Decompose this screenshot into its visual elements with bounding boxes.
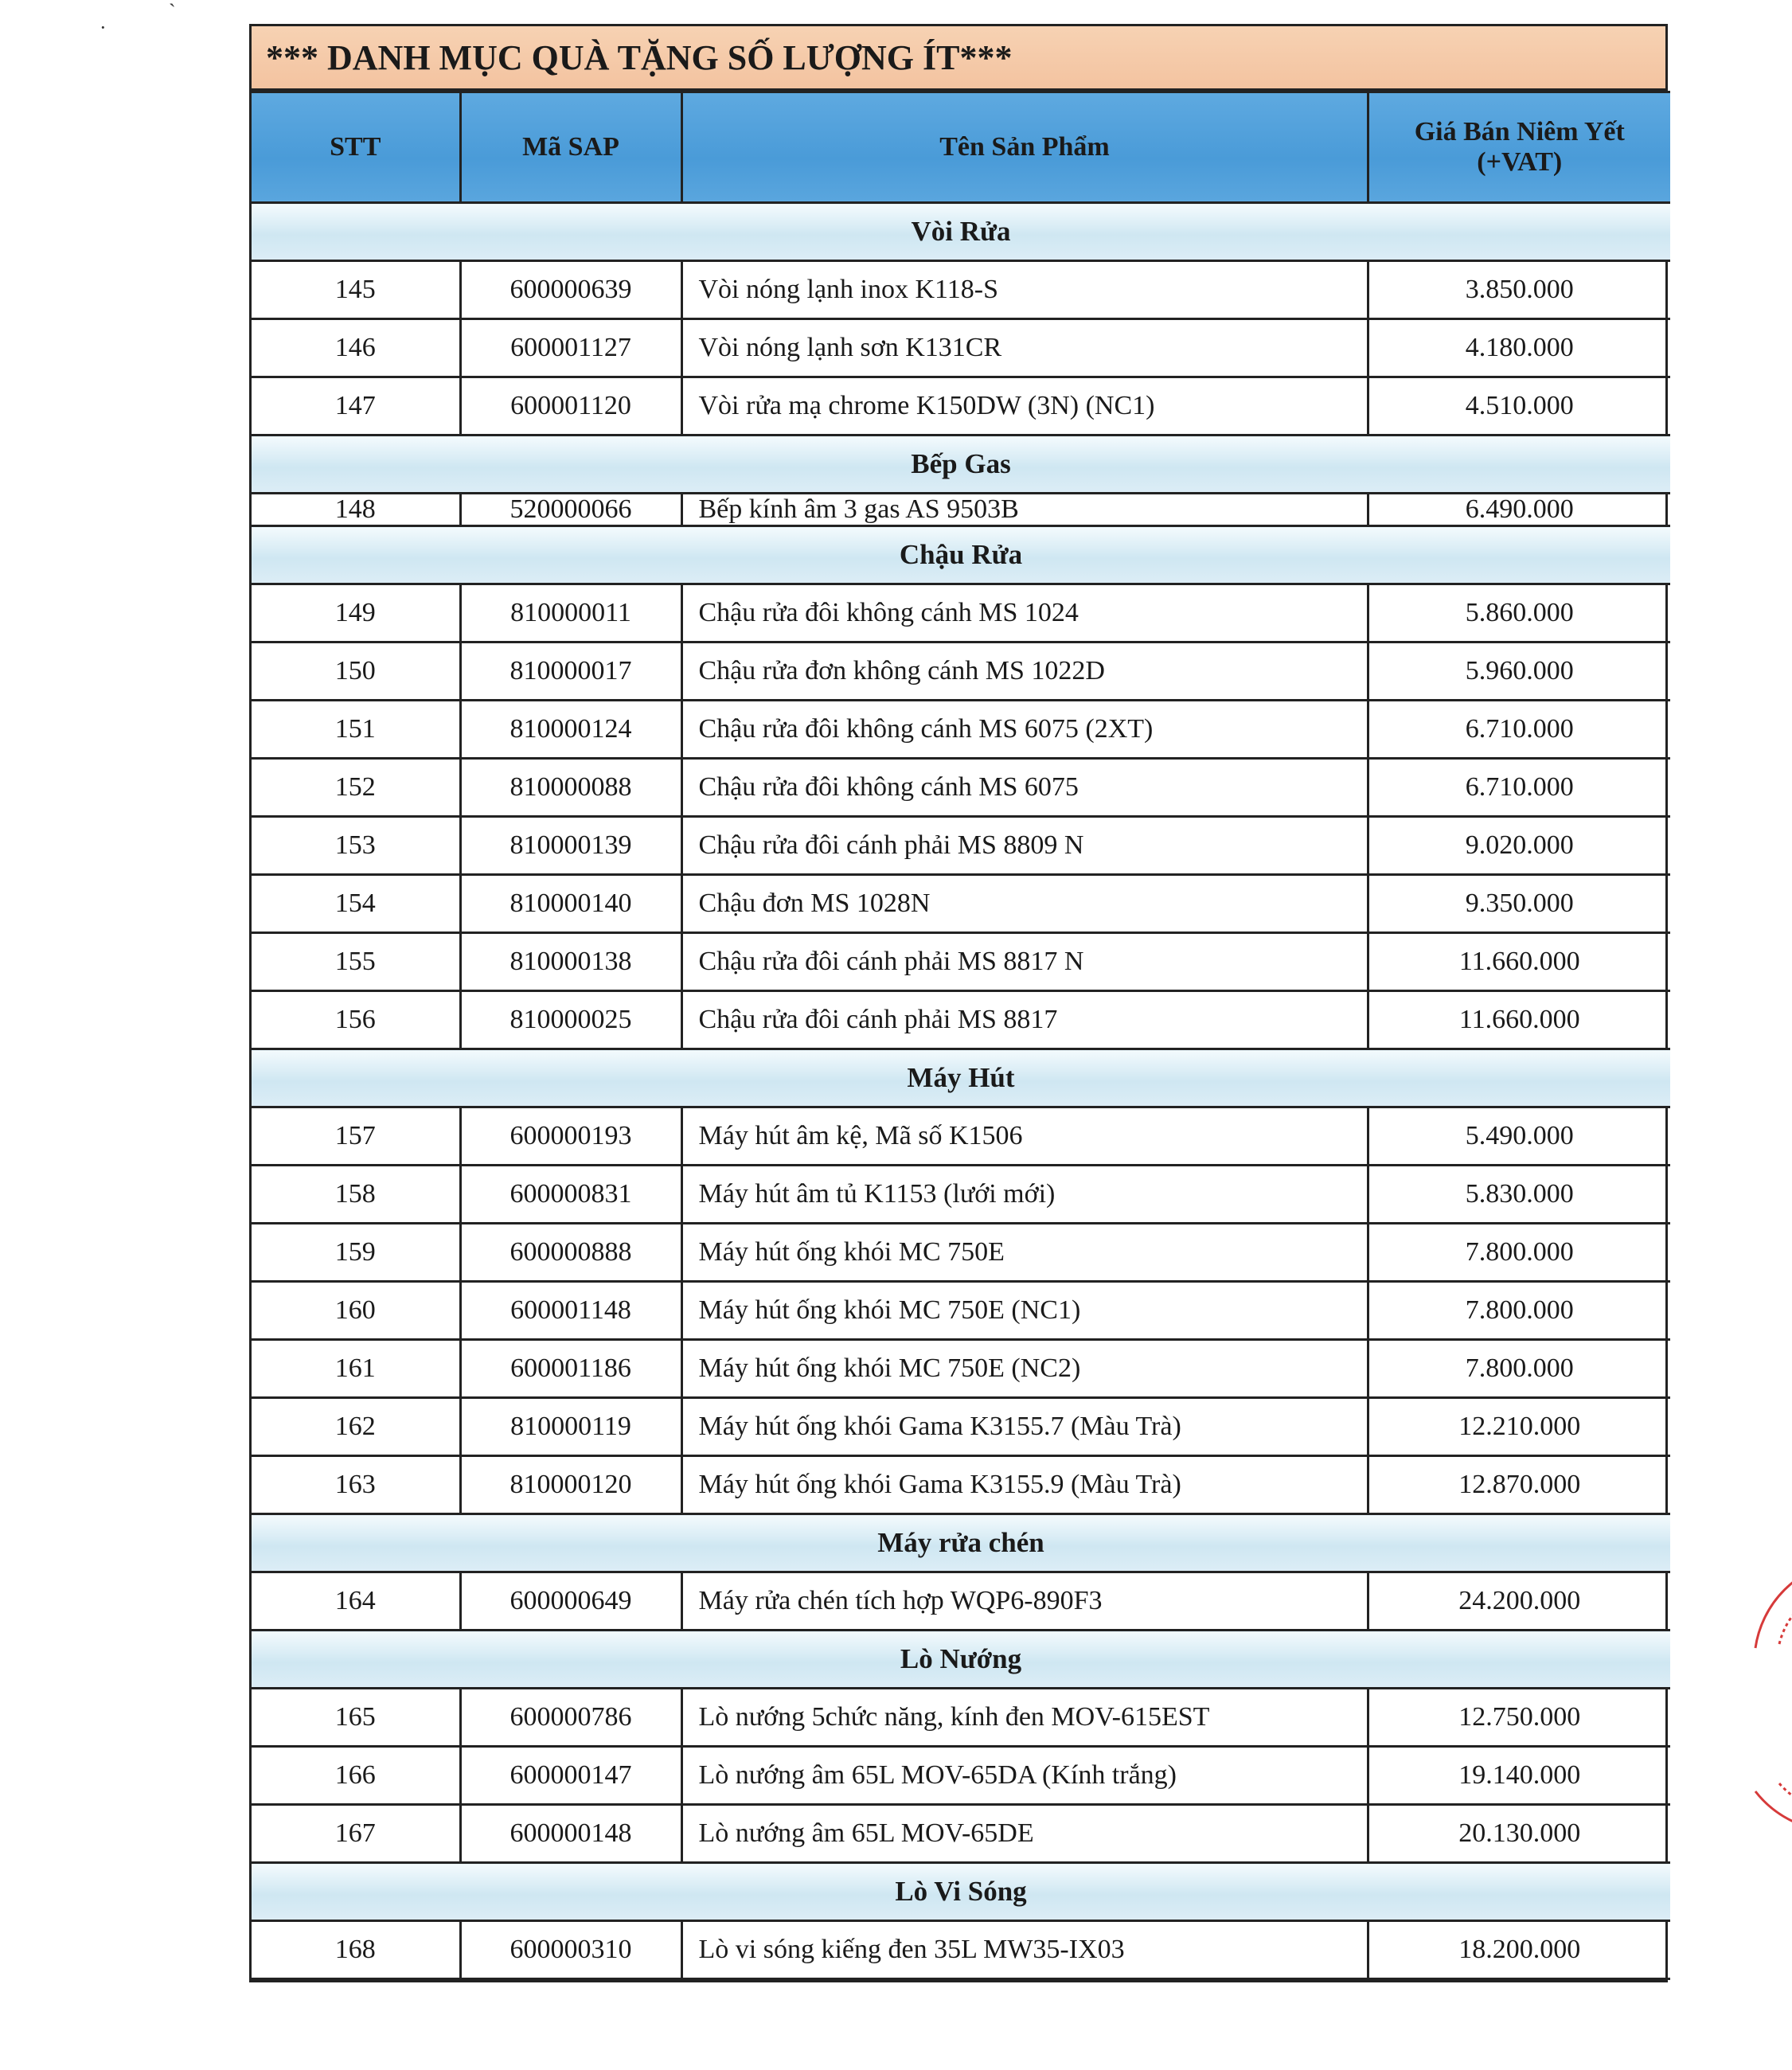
product-table — [252, 91, 1670, 1980]
table-row — [252, 1224, 1670, 1282]
row-product-name: Máy hút ống khói Gama K3155.7 (Màu Trà) — [681, 1398, 1368, 1456]
table-row — [252, 377, 1670, 435]
table-row — [252, 1398, 1670, 1456]
table-row — [252, 261, 1670, 319]
row-price: 18.200.000 — [1368, 1921, 1670, 1979]
row-price: 4.180.000 — [1368, 319, 1670, 377]
row-price: 9.350.000 — [1368, 875, 1670, 933]
table-row — [252, 701, 1670, 759]
row-price: 9.020.000 — [1368, 817, 1670, 875]
category-label: Máy Hút — [252, 1049, 1670, 1107]
table-row — [252, 933, 1670, 991]
row-price: 4.510.000 — [1368, 377, 1670, 435]
row-sap: 810000139 — [460, 817, 681, 875]
table-row — [252, 1805, 1670, 1863]
row-price: 5.490.000 — [1368, 1107, 1670, 1166]
row-stt: 161 — [252, 1340, 460, 1398]
row-product-name: Máy hút âm tủ K1153 (lưới mới) — [681, 1166, 1368, 1224]
row-product-name: Máy rửa chén tích hợp WQP6-890F3 — [681, 1572, 1368, 1631]
header-price-line1: Giá Bán Niêm Yết — [1414, 117, 1625, 146]
category-row — [252, 1863, 1670, 1921]
row-sap: 810000140 — [460, 875, 681, 933]
row-price: 5.860.000 — [1368, 584, 1670, 642]
row-stt: 152 — [252, 759, 460, 817]
row-product-name: Lò vi sóng kiếng đen 35L MW35-IX03 — [681, 1921, 1368, 1979]
row-product-name: Máy hút ống khói MC 750E (NC1) — [681, 1282, 1368, 1340]
category-label: Bếp Gas — [252, 435, 1670, 494]
table-row — [252, 319, 1670, 377]
row-sap: 600000148 — [460, 1805, 681, 1863]
row-sap: 810000011 — [460, 584, 681, 642]
category-row — [252, 1514, 1670, 1572]
table-body — [252, 203, 1670, 1979]
category-label: Lò Vi Sóng — [252, 1863, 1670, 1921]
table-row — [252, 1282, 1670, 1340]
category-label: Chậu Rửa — [252, 526, 1670, 584]
row-price: 3.850.000 — [1368, 261, 1670, 319]
row-price: 7.800.000 — [1368, 1340, 1670, 1398]
row-product-name: Máy hút ống khói MC 750E — [681, 1224, 1368, 1282]
row-product-name: Máy hút ống khói Gama K3155.9 (Màu Trà) — [681, 1456, 1368, 1514]
row-stt: 155 — [252, 933, 460, 991]
row-sap: 520000066 — [460, 494, 681, 526]
row-price: 11.660.000 — [1368, 933, 1670, 991]
row-stt: 153 — [252, 817, 460, 875]
row-sap: 810000119 — [460, 1398, 681, 1456]
row-price: 12.210.000 — [1368, 1398, 1670, 1456]
table-row — [252, 642, 1670, 701]
row-product-name: Lò nướng âm 65L MOV-65DA (Kính trắng) — [681, 1747, 1368, 1805]
row-stt: 162 — [252, 1398, 460, 1456]
page-title: *** DANH MỤC QUÀ TẶNG SỐ LƯỢNG ÍT*** — [252, 26, 1665, 91]
company-seal — [1724, 1545, 1792, 1847]
header-row — [252, 92, 1670, 203]
row-stt: 148 — [252, 494, 460, 526]
row-price: 5.830.000 — [1368, 1166, 1670, 1224]
row-stt: 164 — [252, 1572, 460, 1631]
row-stt: 167 — [252, 1805, 460, 1863]
row-sap: 600001127 — [460, 319, 681, 377]
category-row — [252, 203, 1670, 261]
category-label: Lò Nướng — [252, 1631, 1670, 1689]
table-row — [252, 875, 1670, 933]
row-product-name: Chậu rửa đơn không cánh MS 1022D — [681, 642, 1368, 701]
row-sap: 810000124 — [460, 701, 681, 759]
row-sap: 810000088 — [460, 759, 681, 817]
row-price: 20.130.000 — [1368, 1805, 1670, 1863]
row-stt: 159 — [252, 1224, 460, 1282]
table-row — [252, 1107, 1670, 1166]
row-stt: 160 — [252, 1282, 460, 1340]
row-stt: 158 — [252, 1166, 460, 1224]
category-label: Vòi Rửa — [252, 203, 1670, 261]
table-row — [252, 759, 1670, 817]
table-row — [252, 1747, 1670, 1805]
row-price: 12.750.000 — [1368, 1689, 1670, 1747]
row-product-name: Lò nướng 5chức năng, kính đen MOV-615EST — [681, 1689, 1368, 1747]
row-price: 11.660.000 — [1368, 991, 1670, 1049]
row-sap: 810000138 — [460, 933, 681, 991]
row-price: 19.140.000 — [1368, 1747, 1670, 1805]
row-price: 6.710.000 — [1368, 701, 1670, 759]
row-product-name: Chậu rửa đôi không cánh MS 6075 (2XT) — [681, 701, 1368, 759]
row-product-name: Chậu rửa đôi cánh phải MS 8809 N — [681, 817, 1368, 875]
gift-list-sheet — [249, 24, 1668, 1982]
row-product-name: Chậu rửa đôi cánh phải MS 8817 N — [681, 933, 1368, 991]
category-row — [252, 435, 1670, 494]
row-sap: 600000310 — [460, 1921, 681, 1979]
row-stt: 154 — [252, 875, 460, 933]
row-sap: 600000786 — [460, 1689, 681, 1747]
row-stt: 163 — [252, 1456, 460, 1514]
row-stt: 168 — [252, 1921, 460, 1979]
header-sap: Mã SAP — [460, 92, 681, 203]
row-stt: 157 — [252, 1107, 460, 1166]
row-price: 7.800.000 — [1368, 1224, 1670, 1282]
row-sap: 600001148 — [460, 1282, 681, 1340]
row-sap: 600000147 — [460, 1747, 681, 1805]
category-row — [252, 1631, 1670, 1689]
table-row — [252, 1340, 1670, 1398]
row-stt: 149 — [252, 584, 460, 642]
table-row — [252, 1456, 1670, 1514]
header-name: Tên Sản Phẩm — [681, 92, 1368, 203]
row-sap: 810000025 — [460, 991, 681, 1049]
row-sap: 600001120 — [460, 377, 681, 435]
row-sap: 600001186 — [460, 1340, 681, 1398]
row-price: 6.490.000 — [1368, 494, 1670, 526]
header-price-line2: (+VAT) — [1477, 147, 1563, 177]
row-price: 6.710.000 — [1368, 759, 1670, 817]
row-sap: 810000017 — [460, 642, 681, 701]
row-stt: 166 — [252, 1747, 460, 1805]
table-row — [252, 1689, 1670, 1747]
table-row — [252, 1572, 1670, 1631]
row-price: 12.870.000 — [1368, 1456, 1670, 1514]
row-product-name: Chậu rửa đôi không cánh MS 6075 — [681, 759, 1368, 817]
row-stt: 150 — [252, 642, 460, 701]
row-price: 24.200.000 — [1368, 1572, 1670, 1631]
header-stt: STT — [252, 92, 460, 203]
category-label: Máy rửa chén — [252, 1514, 1670, 1572]
table-row — [252, 584, 1670, 642]
category-row — [252, 526, 1670, 584]
row-sap: 600000649 — [460, 1572, 681, 1631]
row-product-name: Vòi nóng lạnh inox K118-S — [681, 261, 1368, 319]
table-row — [252, 494, 1670, 526]
row-sap: 810000120 — [460, 1456, 681, 1514]
row-stt: 145 — [252, 261, 460, 319]
header-price — [1368, 92, 1670, 203]
row-product-name: Vòi rửa mạ chrome K150DW (3N) (NC1) — [681, 377, 1368, 435]
table-row — [252, 817, 1670, 875]
row-product-name: Chậu rửa đôi cánh phải MS 8817 — [681, 991, 1368, 1049]
table-row — [252, 991, 1670, 1049]
row-sap: 600000193 — [460, 1107, 681, 1166]
row-price: 5.960.000 — [1368, 642, 1670, 701]
row-product-name: Máy hút âm kệ, Mã số K1506 — [681, 1107, 1368, 1166]
row-sap: 600000831 — [460, 1166, 681, 1224]
row-stt: 151 — [252, 701, 460, 759]
row-stt: 156 — [252, 991, 460, 1049]
table-row — [252, 1166, 1670, 1224]
scan-dot: · — [100, 16, 107, 39]
row-stt: 165 — [252, 1689, 460, 1747]
row-product-name: Vòi nóng lạnh sơn K131CR — [681, 319, 1368, 377]
row-product-name: Máy hút ống khói MC 750E (NC2) — [681, 1340, 1368, 1398]
row-product-name: Chậu đơn MS 1028N — [681, 875, 1368, 933]
row-stt: 146 — [252, 319, 460, 377]
table-row — [252, 1921, 1670, 1979]
scan-dot: ` — [169, 0, 176, 23]
row-sap: 600000888 — [460, 1224, 681, 1282]
row-product-name: Chậu rửa đôi không cánh MS 1024 — [681, 584, 1368, 642]
row-price: 7.800.000 — [1368, 1282, 1670, 1340]
row-stt: 147 — [252, 377, 460, 435]
row-product-name: Bếp kính âm 3 gas AS 9503B — [681, 494, 1368, 526]
category-row — [252, 1049, 1670, 1107]
row-product-name: Lò nướng âm 65L MOV-65DE — [681, 1805, 1368, 1863]
row-sap: 600000639 — [460, 261, 681, 319]
